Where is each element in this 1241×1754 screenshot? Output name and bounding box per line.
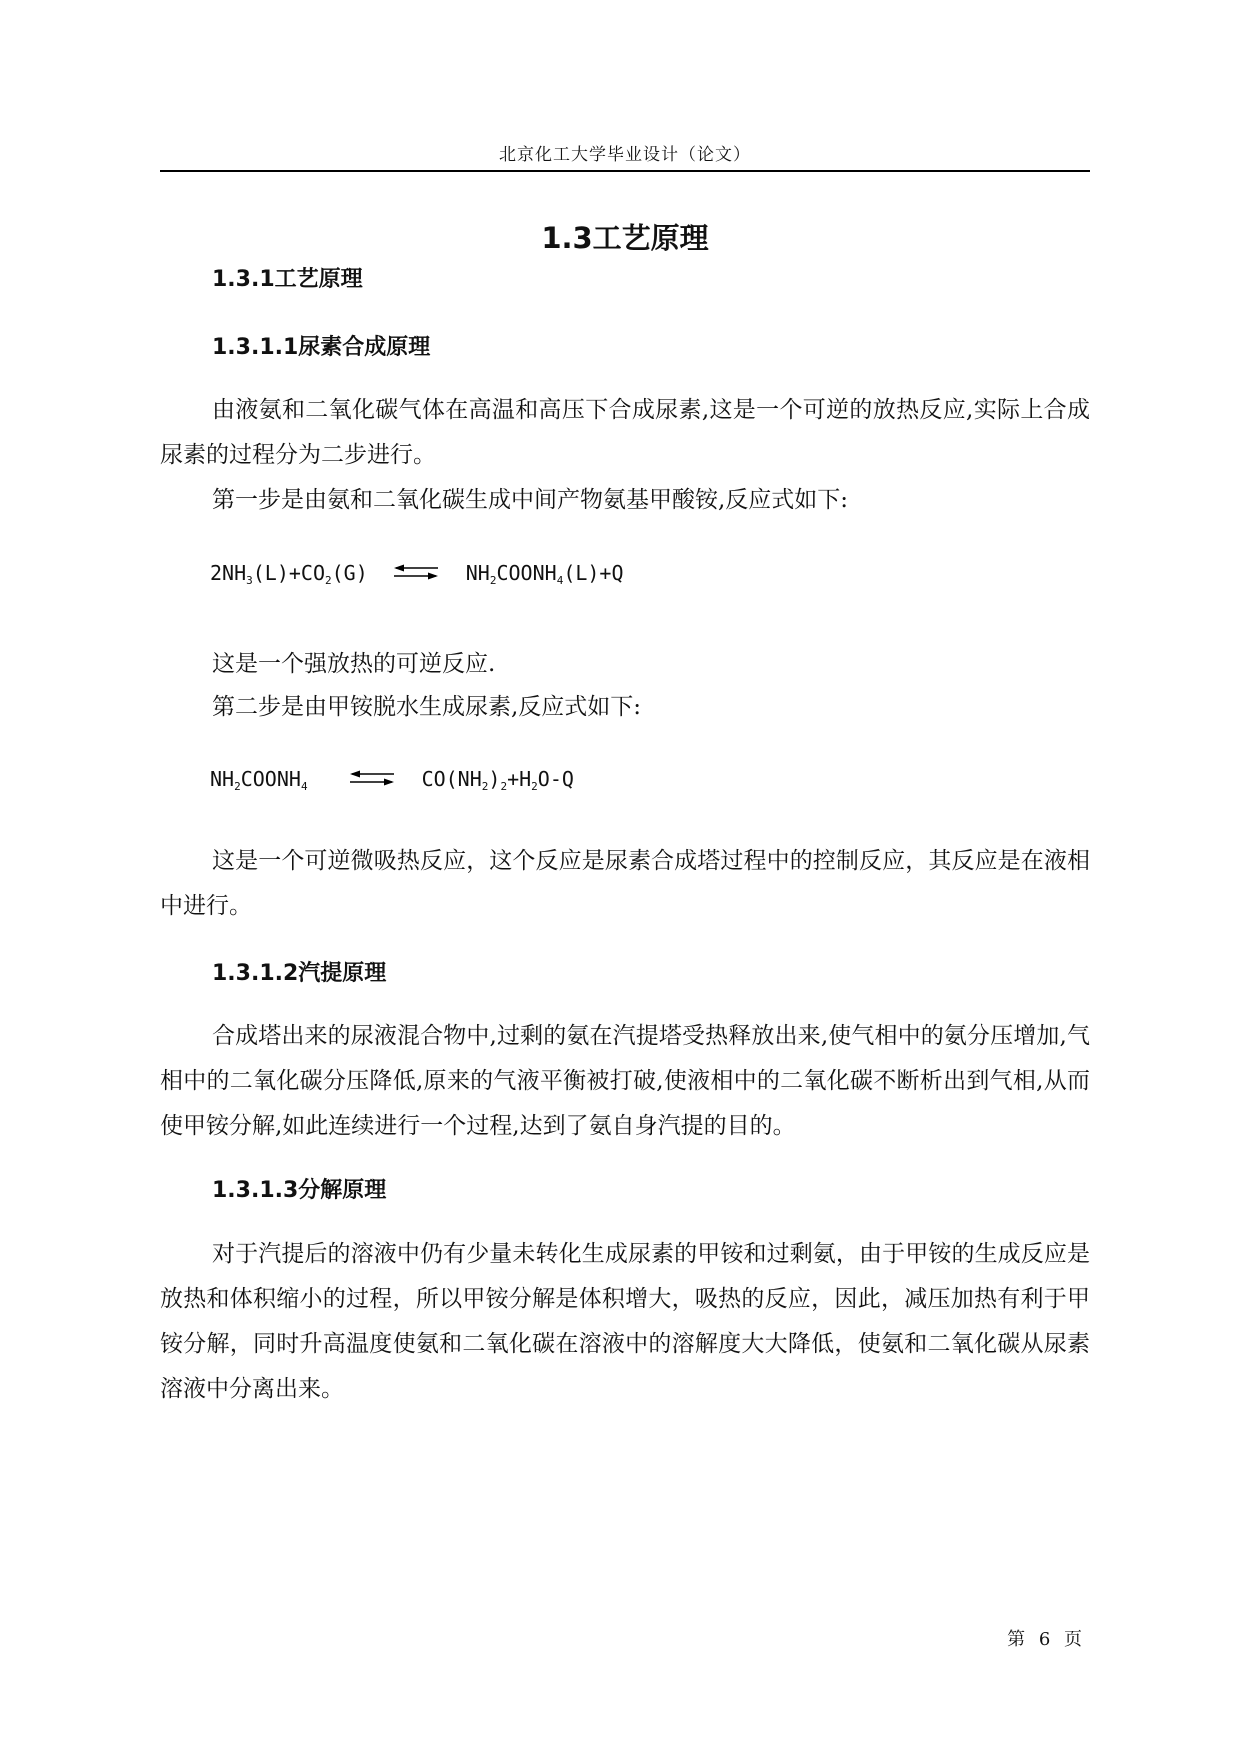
- header-title: 北京化工大学毕业设计（论文）: [499, 145, 751, 165]
- paragraph-stripping-principle: 合成塔出来的尿液混合物中,过剩的氨在汽提塔受热释放出来,使气相中的氨分压增加,气相中的二氧化碳分压降低,原来的气液平衡被打破,使液相中的二氧化碳不断析出到气相,从而使甲铵分解,如此连续进行一个过程,达到了氨自身汽提的目的。: [160, 1023, 1090, 1139]
- equation-lhs: $2NH_3(L)+CO_2(G)$: [210, 561, 368, 587]
- step-two-text: 第二步是由甲铵脱水生成尿素,反应式如下:: [212, 694, 642, 720]
- page-title: 1.3工艺原理: [541, 221, 709, 255]
- note-strong-exothermic: 这是一个强放热的可逆反应.: [212, 651, 496, 677]
- equation-rhs: $CO(NH_2)_2+H_2O-Q$: [421, 767, 574, 793]
- heading-1-3-1-2: 1.3.1.2汽提原理: [212, 961, 387, 986]
- equilibrium-arrow-icon: [392, 562, 440, 587]
- equation-ammonium-carbamate: [210, 561, 624, 587]
- heading-1-3-1-3: 1.3.1.3分解原理: [212, 1178, 387, 1203]
- paragraph-control-reaction: 这是一个可逆微吸热反应，这个反应是尿素合成塔过程中的控制反应，其反应是在液相中进行。: [160, 848, 1090, 919]
- equation-urea-dehydration: [210, 767, 574, 793]
- step-one-text: 第一步是由氨和二氧化碳生成中间产物氨基甲酸铵,反应式如下:: [212, 487, 849, 513]
- paragraph-decomposition-principle: 对于汽提后的溶液中仍有少量未转化生成尿素的甲铵和过剩氨，由于甲铵的生成反应是放热和体积缩小的过程，所以甲铵分解是体积增大，吸热的反应，因此，减压加热有利于甲铵分解，同时升高温度使氨和二氧化碳在溶液中的溶解度大大降低，使氨和二氧化碳从尿素溶液中分离出来。: [160, 1241, 1090, 1402]
- header-divider: [160, 170, 1090, 172]
- heading-1-3-1: 1.3.1工艺原理: [212, 267, 363, 292]
- equilibrium-arrow-icon: [348, 768, 396, 793]
- page-number: 第 6 页: [1007, 1629, 1086, 1650]
- paragraph-urea-synthesis-intro: 由液氨和二氧化碳气体在高温和高压下合成尿素,这是一个可逆的放热反应,实际上合成尿素的过程分为二步进行。: [160, 397, 1090, 468]
- equation-lhs: $NH_2COONH_4$: [210, 767, 308, 793]
- heading-1-3-1-1: 1.3.1.1尿素合成原理: [212, 335, 431, 360]
- equation-rhs: $NH_2COONH_4(L)+Q$: [465, 561, 624, 587]
